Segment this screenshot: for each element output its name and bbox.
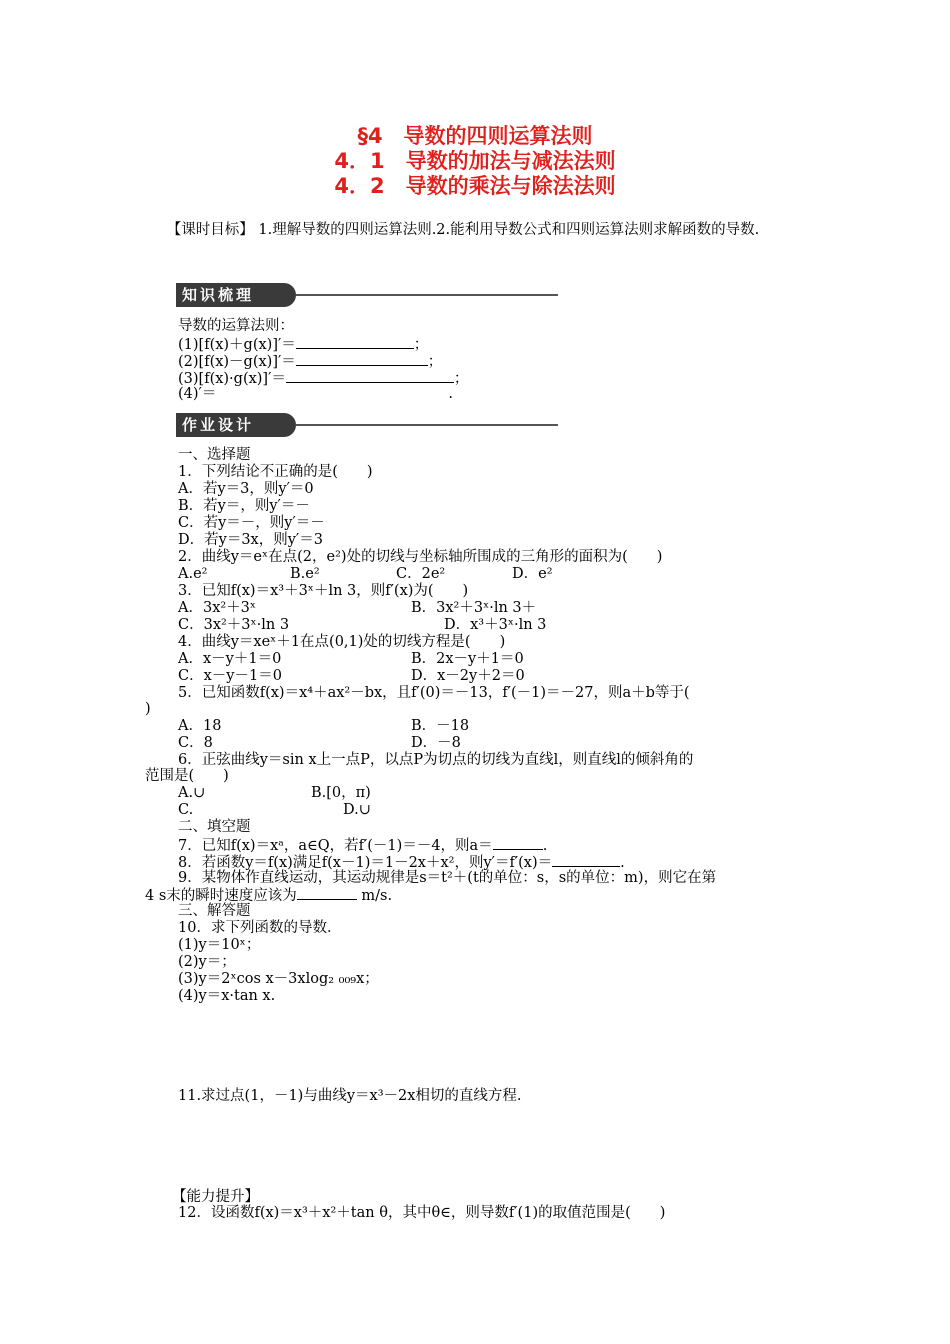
lesson-objectives: 【课时目标】 1.理解导数的四则运算法则.2.能利用导数公式和四则运算法则求解函数的导数. bbox=[145, 222, 760, 238]
option-b: B．3x²＋3ˣ·ln 3＋ bbox=[411, 600, 537, 616]
part-heading: 一、选择题 bbox=[178, 447, 251, 463]
sub-question-1: (1)y＝10ˣ； bbox=[178, 937, 261, 953]
option-c: C．8 bbox=[178, 735, 213, 751]
question-5: 5．已知函数f(x)＝x⁴＋ax²－bx，且f′(0)＝－13，f′(－1)＝－27，则a＋b等于( bbox=[178, 685, 690, 701]
option-d: D．x³＋3ˣ·ln 3 bbox=[444, 617, 547, 633]
question-1: 1．下列结论不正确的是( ) bbox=[178, 464, 373, 480]
question-6-continued: 范围是( ) bbox=[145, 768, 229, 784]
sub-question-3: (3)y＝2ˣcos x－3xlog₂ ₀₀₉x； bbox=[178, 971, 379, 987]
option-a: A.e² bbox=[178, 566, 208, 582]
divider bbox=[296, 294, 558, 296]
question-8: 8．若函数y＝f(x)满足f(x－1)＝1－2x＋x²，则y′＝f′(x)＝ . bbox=[178, 855, 625, 871]
option-d: D．－8 bbox=[411, 735, 461, 751]
option-c: C．3x²＋3ˣ·ln 3 bbox=[178, 617, 290, 633]
divider bbox=[296, 424, 558, 426]
option-d: D.∪ bbox=[343, 802, 371, 818]
section-title: §4 导数的四则运算法则 bbox=[357, 124, 593, 148]
option-a: A.∪ bbox=[178, 785, 206, 801]
option-b: B.[0，π) bbox=[311, 785, 371, 801]
question-5-continued: ) bbox=[145, 701, 151, 717]
sub-question-2: (2)y＝； bbox=[178, 954, 236, 970]
part-heading: 三、解答题 bbox=[178, 903, 251, 919]
bullet-dot-icon bbox=[158, 290, 168, 300]
subsection-title-4-1: 4．1 导数的加法与减法法则 bbox=[334, 149, 616, 173]
question-11: 11.求过点(1，－1)与曲线y＝x³－2x相切的直线方程. bbox=[178, 1088, 522, 1104]
subsection-title-4-2: 4．2 导数的乘法与除法法则 bbox=[334, 174, 616, 198]
question-10: 10．求下列函数的导数． bbox=[178, 920, 342, 936]
option-a: A．x－y＋1＝0 bbox=[178, 651, 282, 667]
option-b: B．若y＝，则y′＝－ bbox=[178, 498, 310, 514]
bullet-dot-icon bbox=[158, 420, 168, 430]
rule-2: (2)[f(x)－g(x)]′＝ ； bbox=[178, 354, 443, 370]
option-b: B．2x－y＋1＝0 bbox=[411, 651, 524, 667]
sub-question-4: (4)y＝x·tan x. bbox=[178, 988, 276, 1004]
ability-heading: 【能力提升】 bbox=[172, 1189, 259, 1205]
question-6: 6．正弦曲线y＝sin x上一点P，以点P为切点的切线为直线l，则直线l的倾斜角的 bbox=[178, 752, 694, 768]
rules-heading: 导数的运算法则： bbox=[178, 318, 294, 334]
section-label: 作业设计 bbox=[176, 413, 296, 437]
rule-1: (1)[f(x)＋g(x)]′＝ ； bbox=[178, 337, 429, 353]
question-9-continued: 4 s末的瞬时速度应该为 m/s. bbox=[145, 888, 393, 904]
question-3: 3．已知f(x)＝x³＋3ˣ＋ln 3，则f′(x)为( ) bbox=[178, 583, 469, 599]
option-d: D．若y＝3x，则y′＝3 bbox=[178, 532, 323, 548]
option-a: A．若y＝3，则y′＝0 bbox=[178, 481, 314, 497]
option-c: C．2e² bbox=[396, 566, 446, 582]
option-a: A．3x²＋3ˣ bbox=[178, 600, 257, 616]
question-7: 7．已知f(x)＝xᵃ，a∈Q，若f′(－1)＝－4，则a＝ . bbox=[178, 838, 548, 854]
question-4: 4．曲线y＝xeˣ＋1在点(0,1)处的切线方程是( ) bbox=[178, 634, 506, 650]
rule-3: (3)[f(x)·g(x)]′＝ ； bbox=[178, 371, 469, 387]
section-label: 知识梳理 bbox=[176, 283, 296, 307]
question-9: 9．某物体作直线运动，其运动规律是s＝t²＋(t的单位：s，s的单位：m)，则它在第 bbox=[178, 870, 717, 886]
option-c: C. bbox=[178, 802, 194, 818]
option-a: A．18 bbox=[178, 718, 222, 734]
option-b: B．－18 bbox=[411, 718, 470, 734]
option-b: B.e² bbox=[290, 566, 320, 582]
rule-4: (4)′＝ . bbox=[178, 386, 453, 402]
option-d: D．x－2y＋2＝0 bbox=[411, 668, 525, 684]
option-c: C．若y＝－，则y′＝－ bbox=[178, 515, 325, 531]
part-heading: 二、填空题 bbox=[178, 819, 251, 835]
question-12: 12．设函数f(x)＝x³＋x²＋tan θ，其中θ∈，则导数f′(1)的取值范围是( ) bbox=[178, 1205, 666, 1221]
option-c: C．x－y－1＝0 bbox=[178, 668, 282, 684]
option-d: D．e² bbox=[512, 566, 553, 582]
question-2: 2．曲线y＝eˣ在点(2，e²)处的切线与坐标轴所围成的三角形的面积为( ) bbox=[178, 549, 663, 565]
